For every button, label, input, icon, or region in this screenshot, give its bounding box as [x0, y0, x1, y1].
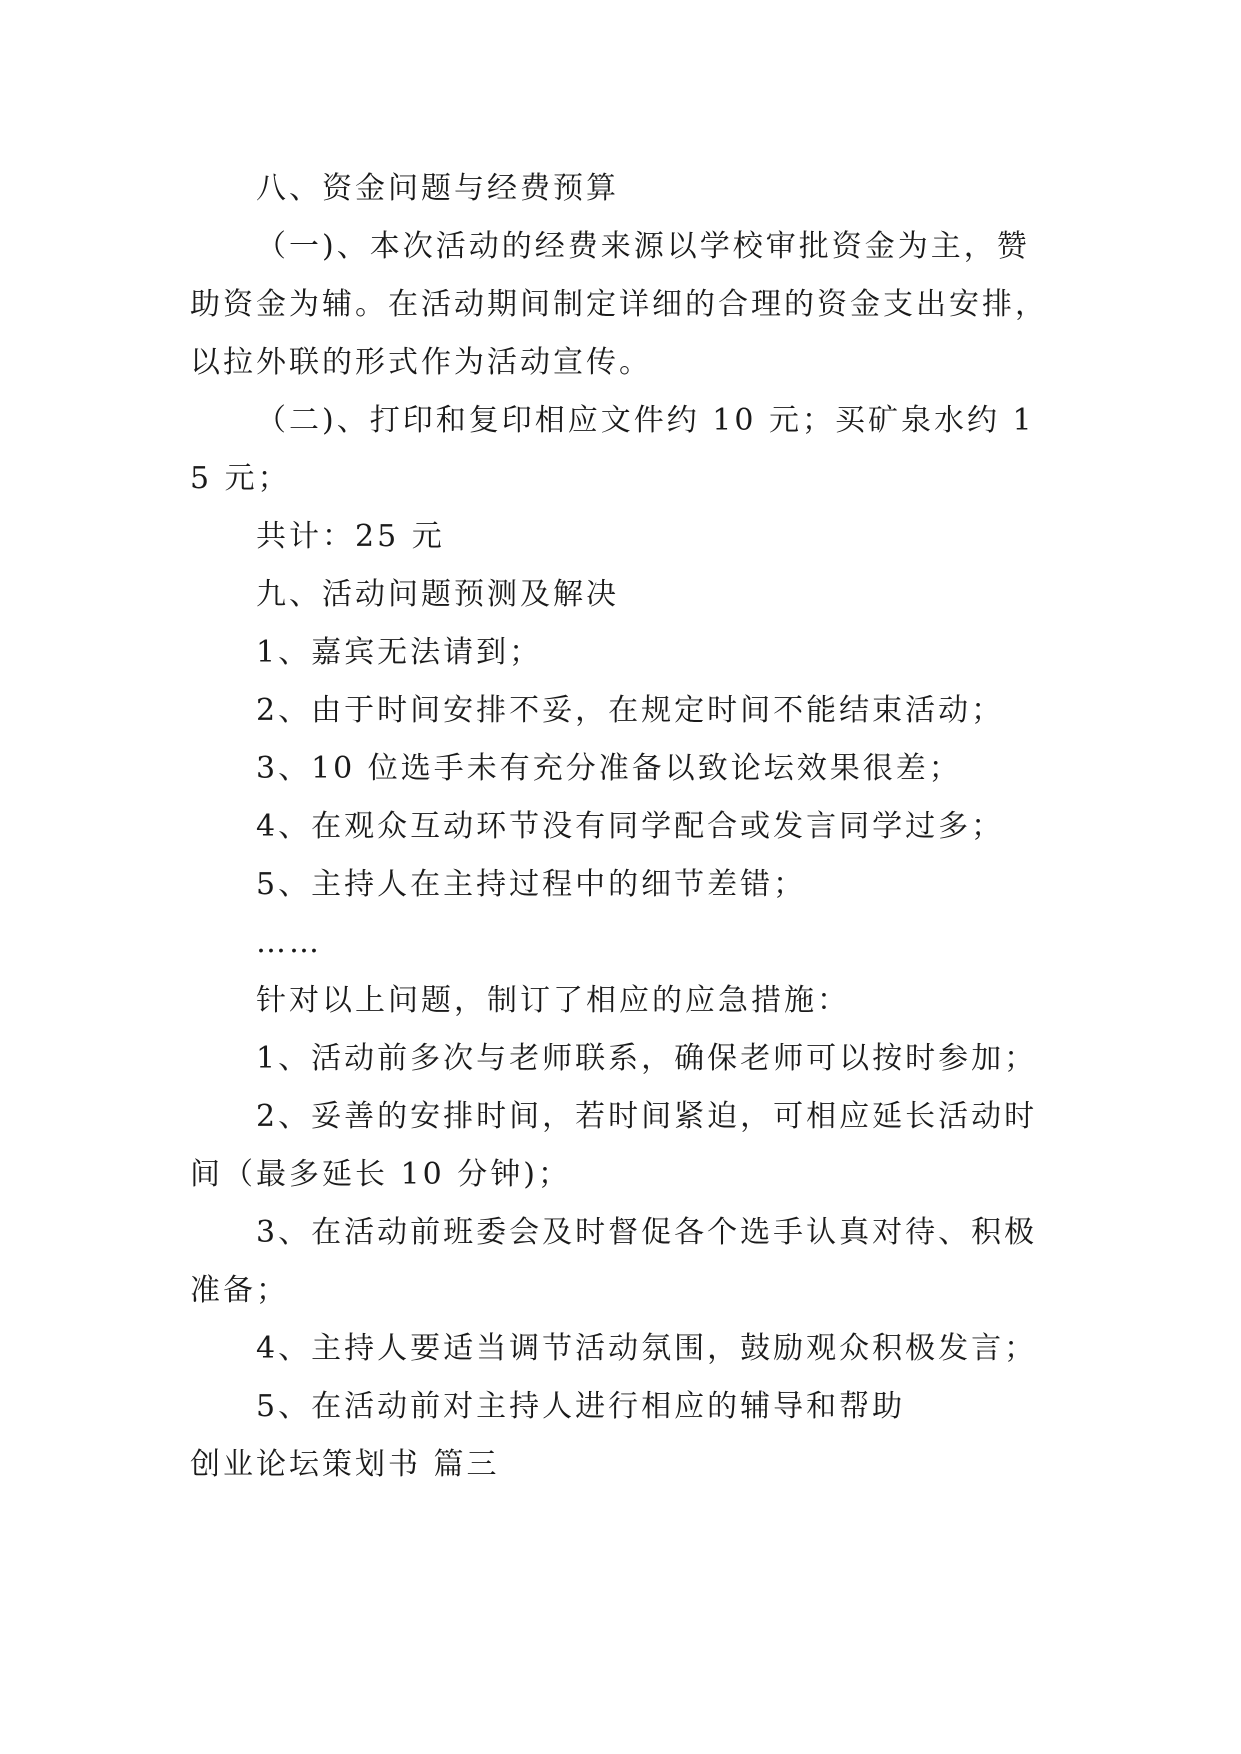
measure-4: 4、主持人要适当调节活动氛围，鼓励观众积极发言； — [256, 1331, 1038, 1366]
budget-total: 共计：25 元 — [256, 519, 445, 554]
measure-5: 5、在活动前对主持人进行相应的辅导和帮助 — [256, 1389, 906, 1424]
next-section-title: 创业论坛策划书 篇三 — [190, 1447, 500, 1482]
section-8-heading: 八、资金问题与经费预算 — [256, 171, 619, 206]
document-body — [190, 160, 1050, 1494]
problem-3: 3、10 位选手未有充分准备以致论坛效果很差； — [256, 751, 962, 786]
ellipsis: …… — [256, 925, 322, 960]
problem-2: 2、由于时间安排不妥，在规定时间不能结束活动； — [256, 693, 1005, 728]
measure-3: 3、在活动前班委会及时督促各个选手认真对待、积极准备； — [190, 1215, 1038, 1308]
budget-item-1: （一)、本次活动的经费来源以学校审批资金为主，赞助资金为辅。在活动期间制定详细的合理的资金支出安排，以拉外联的形式作为活动宣传。 — [190, 229, 1048, 380]
problem-5: 5、主持人在主持过程中的细节差错； — [256, 867, 807, 902]
measure-1: 1、活动前多次与老师联系，确保老师可以按时参加； — [256, 1041, 1038, 1076]
problem-4: 4、在观众互动环节没有同学配合或发言同学过多； — [256, 809, 1005, 844]
measures-intro: 针对以上问题，制订了相应的应急措施： — [256, 983, 850, 1018]
problem-1: 1、嘉宾无法请到； — [256, 635, 543, 670]
section-9-heading: 九、活动问题预测及解决 — [256, 577, 619, 612]
budget-item-2: （二)、打印和复印相应文件约 10 元；买矿泉水约 15 元； — [190, 403, 1035, 496]
measure-2: 2、妥善的安排时间，若时间紧迫，可相应延长活动时间（最多延长 10 分钟)； — [190, 1099, 1038, 1192]
